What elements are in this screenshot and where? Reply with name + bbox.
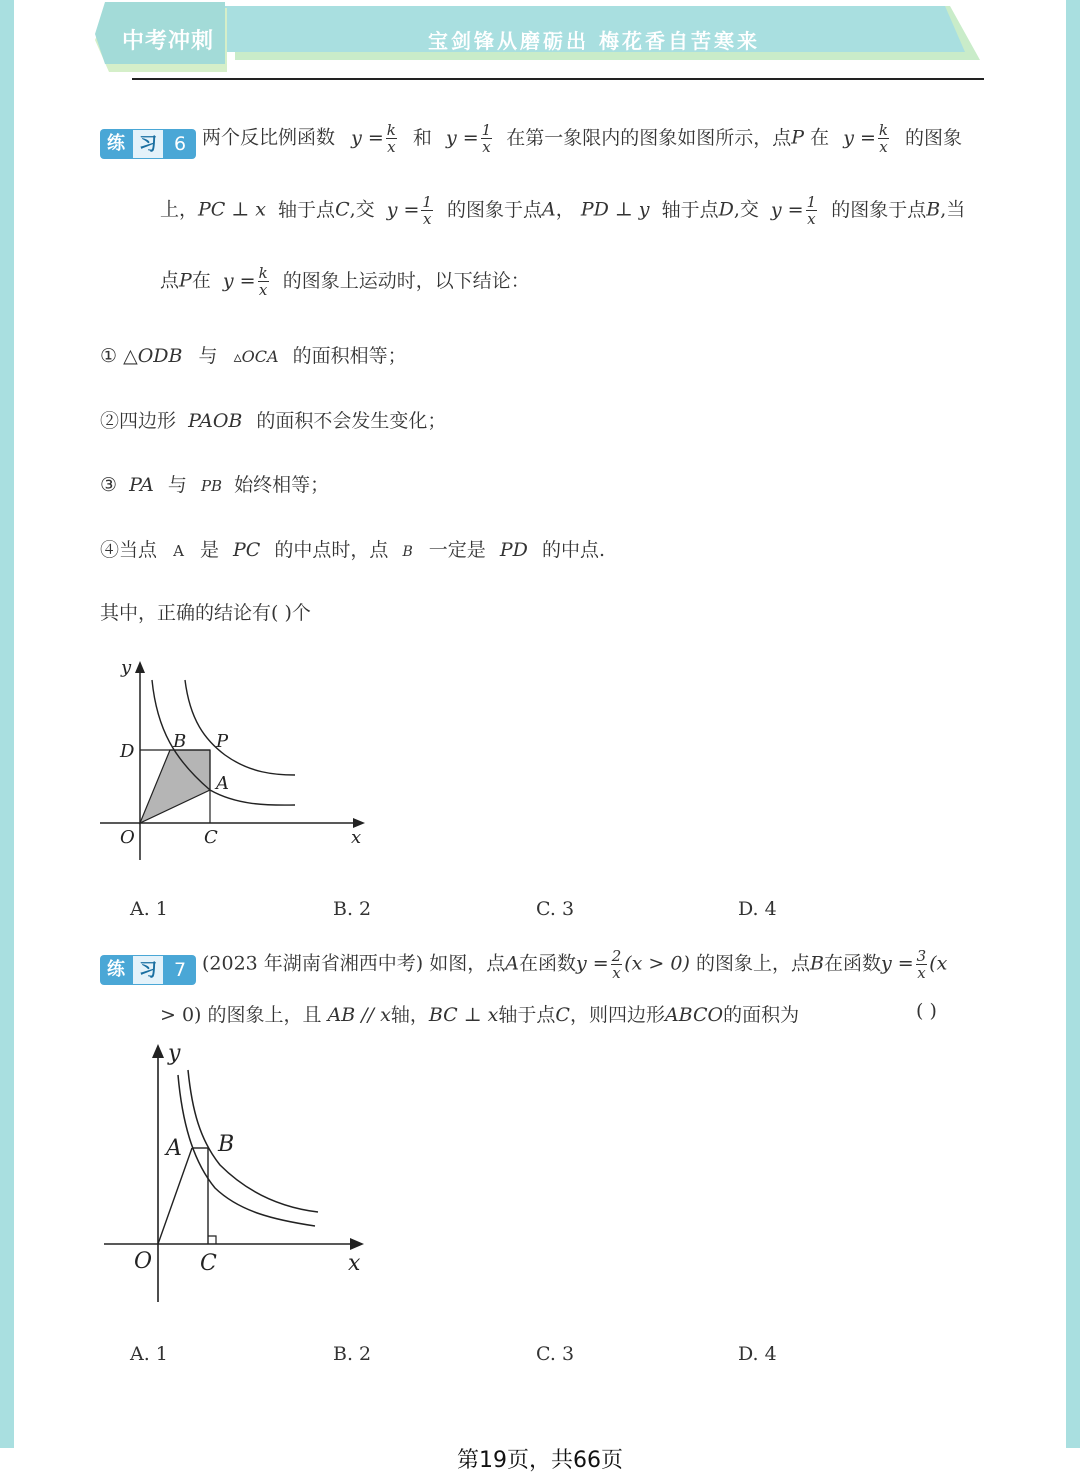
q6-text: 与 (198, 345, 218, 367)
q6-text: 点 (160, 269, 180, 292)
q7-text: 在函数 (823, 952, 881, 975)
q6-option-c: C. 3 (536, 898, 575, 920)
label-C: C (200, 1251, 217, 1276)
quad-ABCO: ABCO (664, 1004, 724, 1026)
y-axis-arrow (152, 1044, 164, 1058)
quad-PAOB: PAOB (188, 410, 243, 432)
triangle-OCA: ▵OCA (233, 347, 279, 366)
triangle-ODB: △ODB (123, 345, 183, 367)
point-A: A (173, 542, 184, 560)
q7-text: 轴于点 (498, 1004, 556, 1026)
point-B: B (926, 198, 941, 221)
q6-he: 和 (412, 126, 432, 149)
point-P: P (791, 126, 805, 149)
q6-yeq: y = (445, 126, 479, 149)
q6-text: 的图象 (905, 126, 963, 149)
q6-text: ④当点 (100, 539, 158, 561)
q6-line-1 (202, 122, 962, 155)
q6-yeq: y = (386, 198, 420, 221)
q7-option-b: B. 2 (333, 1343, 372, 1365)
q7-yeq: y = (576, 952, 609, 975)
q6-pd-perp: PD ⊥ y (580, 198, 650, 221)
q6-text: 始终相等； (234, 474, 330, 496)
point-A: A (505, 952, 519, 975)
q7-yeq: y = (880, 952, 914, 975)
q7-text: (2023 年湖南省湘西中考) 如图，点 (202, 952, 506, 975)
q6-yeq: y = (843, 126, 876, 149)
fraction-1-over-x: $\frac{1}{x}$ (806, 193, 817, 228)
q6-text: 的中点时，点 (274, 539, 389, 561)
q6-option-a: A. 1 (130, 898, 168, 920)
q7-condition: (x > 0) (624, 952, 690, 975)
segment-PD: PD (499, 539, 528, 561)
segment-PC: PC (233, 539, 261, 561)
q6-text: ③ (100, 474, 118, 496)
q6-yeq: y = (222, 269, 256, 292)
y-axis-arrow (135, 661, 145, 673)
point-P: P (179, 269, 192, 292)
x-axis-arrow (350, 1238, 364, 1250)
q6-figure (95, 655, 375, 865)
exercise-tag-7 (100, 955, 196, 985)
segment-PB: PB (200, 477, 223, 495)
q6-text: 的面积相等； (292, 345, 407, 367)
label-B: B (218, 1132, 235, 1157)
label-O: O (120, 827, 135, 848)
tag-char-2: 习 (132, 129, 164, 159)
q7-line-2 (160, 1000, 799, 1027)
q7-text: 的图象上，点 (695, 952, 810, 975)
label-C: C (204, 827, 218, 848)
q6-text: 的中点. (541, 539, 605, 561)
right-angle-mark (208, 1236, 216, 1244)
q6-yeq: y = (770, 198, 804, 221)
label-P: P (216, 731, 229, 752)
q6-text: 轴于点 (278, 198, 336, 221)
q7-line-1 (202, 948, 947, 981)
label-x: x (351, 827, 362, 848)
tag-char-1: 练 (100, 129, 132, 159)
q6-text: ,交 (349, 198, 375, 221)
tag-number: 7 (164, 955, 196, 985)
label-B: B (173, 731, 187, 752)
q7-ab-parallel: AB // x (327, 1004, 391, 1026)
q6-text: ,当 (940, 198, 966, 221)
q6-text: 在 (810, 126, 830, 149)
exercise-tag-6 (100, 129, 196, 159)
fraction-1-over-x: $\frac{1}{x}$ (422, 193, 432, 228)
shaded-region-PAOB (140, 750, 210, 823)
fraction-1-over-x: $\frac{1}{x}$ (481, 121, 492, 156)
tag-char-1: 练 (100, 955, 132, 985)
point-B: B (809, 952, 824, 975)
point-C: C (335, 198, 350, 221)
q6-text: 上， (160, 198, 199, 221)
q6-text: 是 (199, 539, 219, 561)
label-A: A (166, 1136, 182, 1161)
label-y: y (121, 657, 132, 678)
q6-line-3 (160, 265, 530, 298)
tag-number: 6 (164, 129, 196, 159)
segment-OA (158, 1148, 192, 1244)
point-C: C (555, 1004, 570, 1026)
fraction-k-over-x: $\frac{k}{x}$ (258, 264, 268, 299)
statement-1 (100, 341, 407, 368)
fraction-2-over-x: $\frac{2}{x}$ (611, 947, 622, 982)
q7-option-a: A. 1 (130, 1343, 168, 1365)
q6-text: 的图象于点 (447, 198, 543, 221)
label-A: A (216, 773, 229, 794)
fraction-3-over-x: $\frac{3}{x}$ (916, 947, 927, 982)
q6-pc-perp: PC ⊥ x (198, 198, 266, 221)
header-rule (132, 78, 984, 80)
q6-text: ,交 (733, 198, 759, 221)
q6-option-b: B. 2 (333, 898, 372, 920)
statement-4 (100, 535, 605, 562)
label-y: y (168, 1041, 181, 1066)
page-footer: 第19页，共66页 (0, 1448, 1080, 1473)
q6-text: 的图象上运动时，以下结论： (282, 269, 530, 292)
q7-text: (x (929, 952, 948, 975)
q7-figure (100, 1040, 380, 1305)
q7-option-c: C. 3 (536, 1343, 575, 1365)
q7-text: 的面积为 (723, 1004, 800, 1026)
q6-text: 的面积不会发生变化； (256, 410, 447, 432)
fraction-k-over-x: $\frac{k}{x}$ (878, 121, 888, 156)
point-B: B (402, 544, 413, 560)
header-title: 中考冲刺 (122, 29, 215, 54)
curve-y-2-over-x (178, 1075, 315, 1226)
q7-answer-blank: ( ) (916, 1000, 937, 1022)
q6-text: 一定是 (428, 539, 486, 561)
fraction-k-over-x: $\frac{k}{x}$ (386, 121, 396, 156)
q7-text: 在函数 (519, 952, 577, 975)
q6-text: 与 (167, 474, 187, 496)
label-O: O (134, 1249, 153, 1274)
q6-text: ， (555, 198, 575, 221)
q6-text: 的图象于点 (831, 198, 927, 221)
q6-text: 轴于点 (661, 198, 719, 221)
q6-text: ① (100, 345, 118, 367)
q7-text: > 0) 的图象上，且 (160, 1004, 322, 1026)
q6-option-d: D. 4 (738, 898, 777, 920)
q6-text: ②四边形 (100, 410, 177, 432)
q6-text: 两个反比例函数 (202, 126, 336, 149)
label-x: x (348, 1251, 361, 1276)
q6-text: 在第一象限内的图象如图所示，点 (506, 126, 792, 149)
segment-PA: PA (129, 474, 154, 496)
q6-text: 在 (191, 269, 211, 292)
q6-line-2 (160, 194, 965, 227)
header-slogan: 宝剑锋从磨砺出 梅花香自苦寒来 (428, 29, 760, 53)
statement-2 (100, 406, 446, 433)
q7-text: 轴， (390, 1004, 429, 1026)
statement-3 (100, 470, 329, 497)
label-D: D (120, 741, 135, 762)
q7-bc-perp: BC ⊥ x (428, 1004, 499, 1026)
point-D: D (718, 198, 734, 221)
q7-text: ，则四边形 (569, 1004, 665, 1026)
point-A: A (542, 198, 556, 221)
q6-yeq: y = (351, 126, 384, 149)
q7-option-d: D. 4 (738, 1343, 777, 1365)
tag-char-2: 习 (132, 955, 164, 985)
q6-question: 其中，正确的结论有( )个 (100, 602, 311, 624)
